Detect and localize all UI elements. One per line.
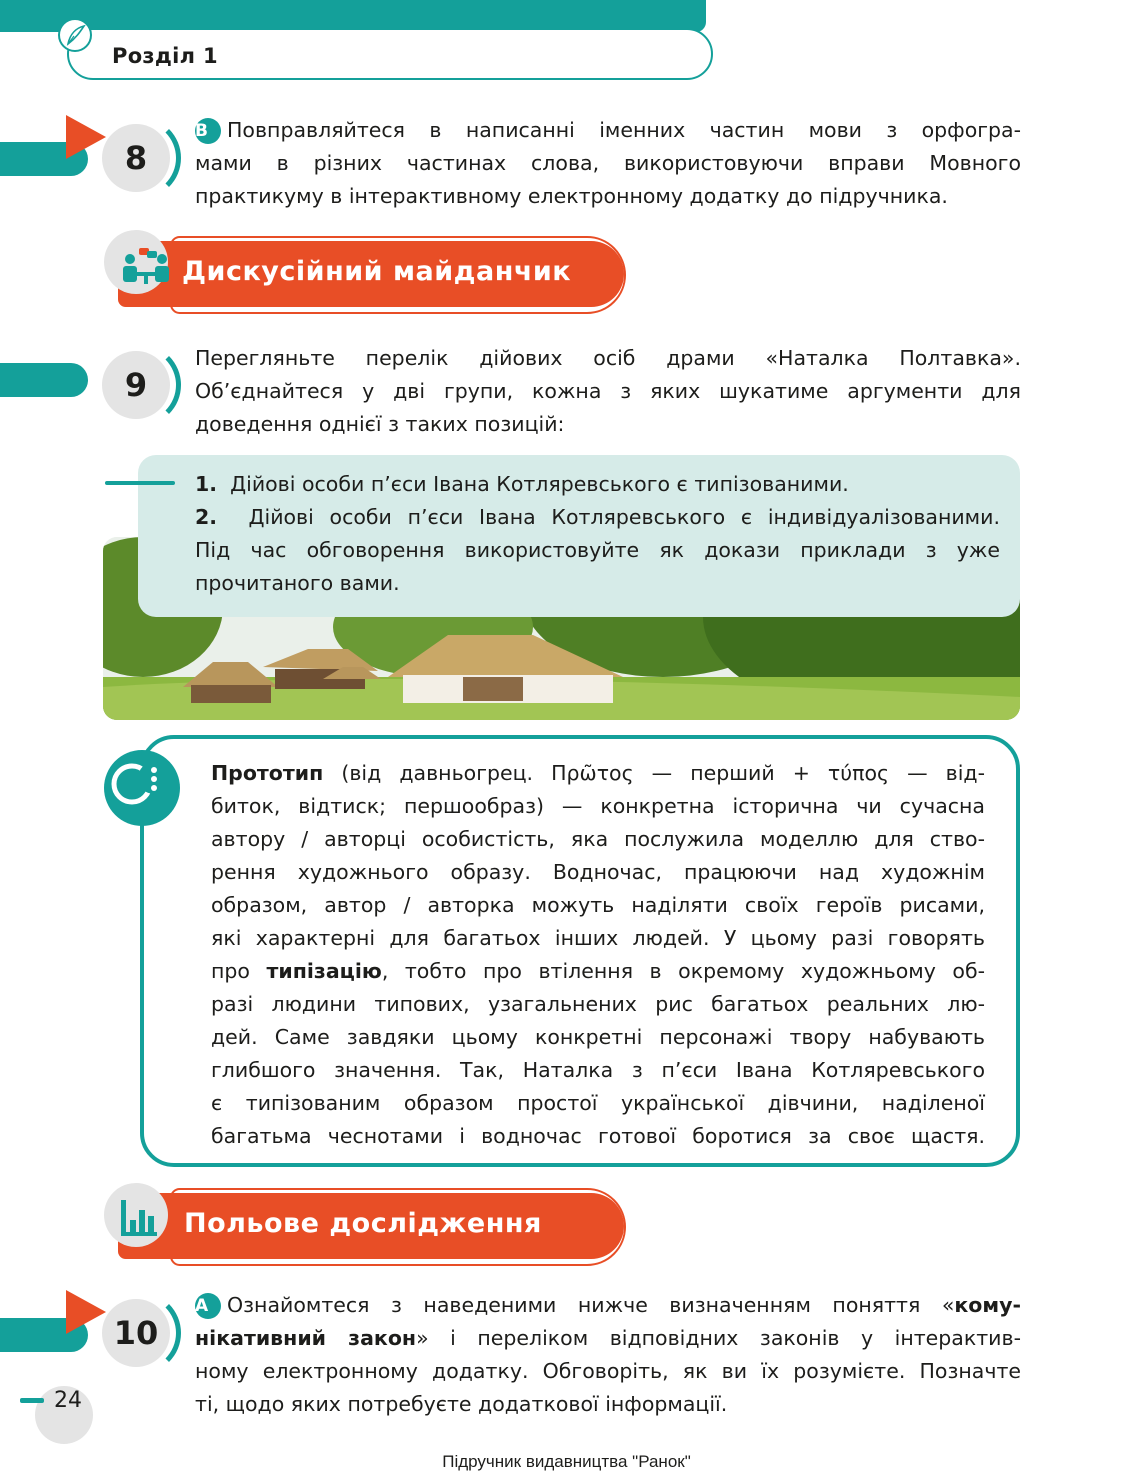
discussion-icon — [119, 246, 173, 292]
task9-stub — [0, 363, 88, 397]
banner1-title: Дискусійний майданчик — [182, 256, 572, 287]
level-badge-b: В — [195, 118, 221, 144]
page-number: 24 — [54, 1388, 82, 1413]
bar-chart-icon — [118, 1196, 162, 1244]
page-number-dash — [20, 1398, 44, 1403]
task8-text: В Повправляйтеся в написанні іменних частин мови з орфогра- мами в різних частинах слова, використовуючи вправи Мовного практикуму в інтерактивному електронному додатку до підручника. — [195, 118, 1021, 208]
feather-logo-icon — [58, 18, 92, 52]
positions-line — [105, 481, 175, 485]
banner2-title: Польове дослідження — [184, 1208, 542, 1239]
task10-text: А Ознайомтеся з наведеними нижче визначенням поняття «кому- нікативний закон» і переліком відповідних законів у інтерактив- ному електронному додатку. Обговоріть, як ви їх розумієте. Позначте ті, щодо яких потребуєте додаткової інформації. — [195, 1293, 1021, 1416]
task10-number: 10 — [102, 1299, 170, 1367]
task8-number: 8 — [102, 124, 170, 192]
term-typization: типізацію — [266, 959, 382, 983]
task9-number: 9 — [102, 351, 170, 419]
term-prototype: Прототип — [211, 761, 324, 785]
publisher-footer: Підручник видавництва "Ранок" — [442, 1452, 691, 1471]
dialogue-icon — [104, 750, 180, 826]
definition-text: Прототип (від давньогрец. Πρῶτος — перший + τύπος — від- биток, відтиск; першообраз) — конкретна історична чи сучасна автору / авторці особистість, яка послужила моделлю для ство- рення художнього образу. Водночас, працюючи над художнім образом, автор / авторка можуть наділяти своїх героїв рисами, які характерні для багатьох інших людей. У цьому разі говорять про типізацію, тобто про втілення в окремому художньому об- разі людини типових, узагальнених рис багатьох реальних лю- дей. Саме завдяки цьому конкретні персонажі твору набувають глибшого значення. Так, Наталка з п’єси Івана Котляревського є типізованим образом простої української дівчини, наділеної багатьма чеснотами і водночас готової боротися за своє щастя. — [211, 761, 985, 1148]
task9-text: Перегляньте перелік дійових осіб драми «Наталка Полтавка». Об’єднайтеся у дві групи, кожна з яких шукатиме аргументи для доведення однієї з таких позицій: — [195, 346, 1021, 436]
section-title: Розділ 1 — [112, 44, 218, 68]
level-badge-a: А — [195, 1293, 221, 1319]
positions-text: 1. Дійові особи п’єси Івана Котляревського є типізованими. 2. Дійові особи п’єси Івана Котляревського є індивідуалізованими. Під час обговорення використовуйте як докази приклади з уже прочитаного вами. — [195, 472, 1000, 595]
